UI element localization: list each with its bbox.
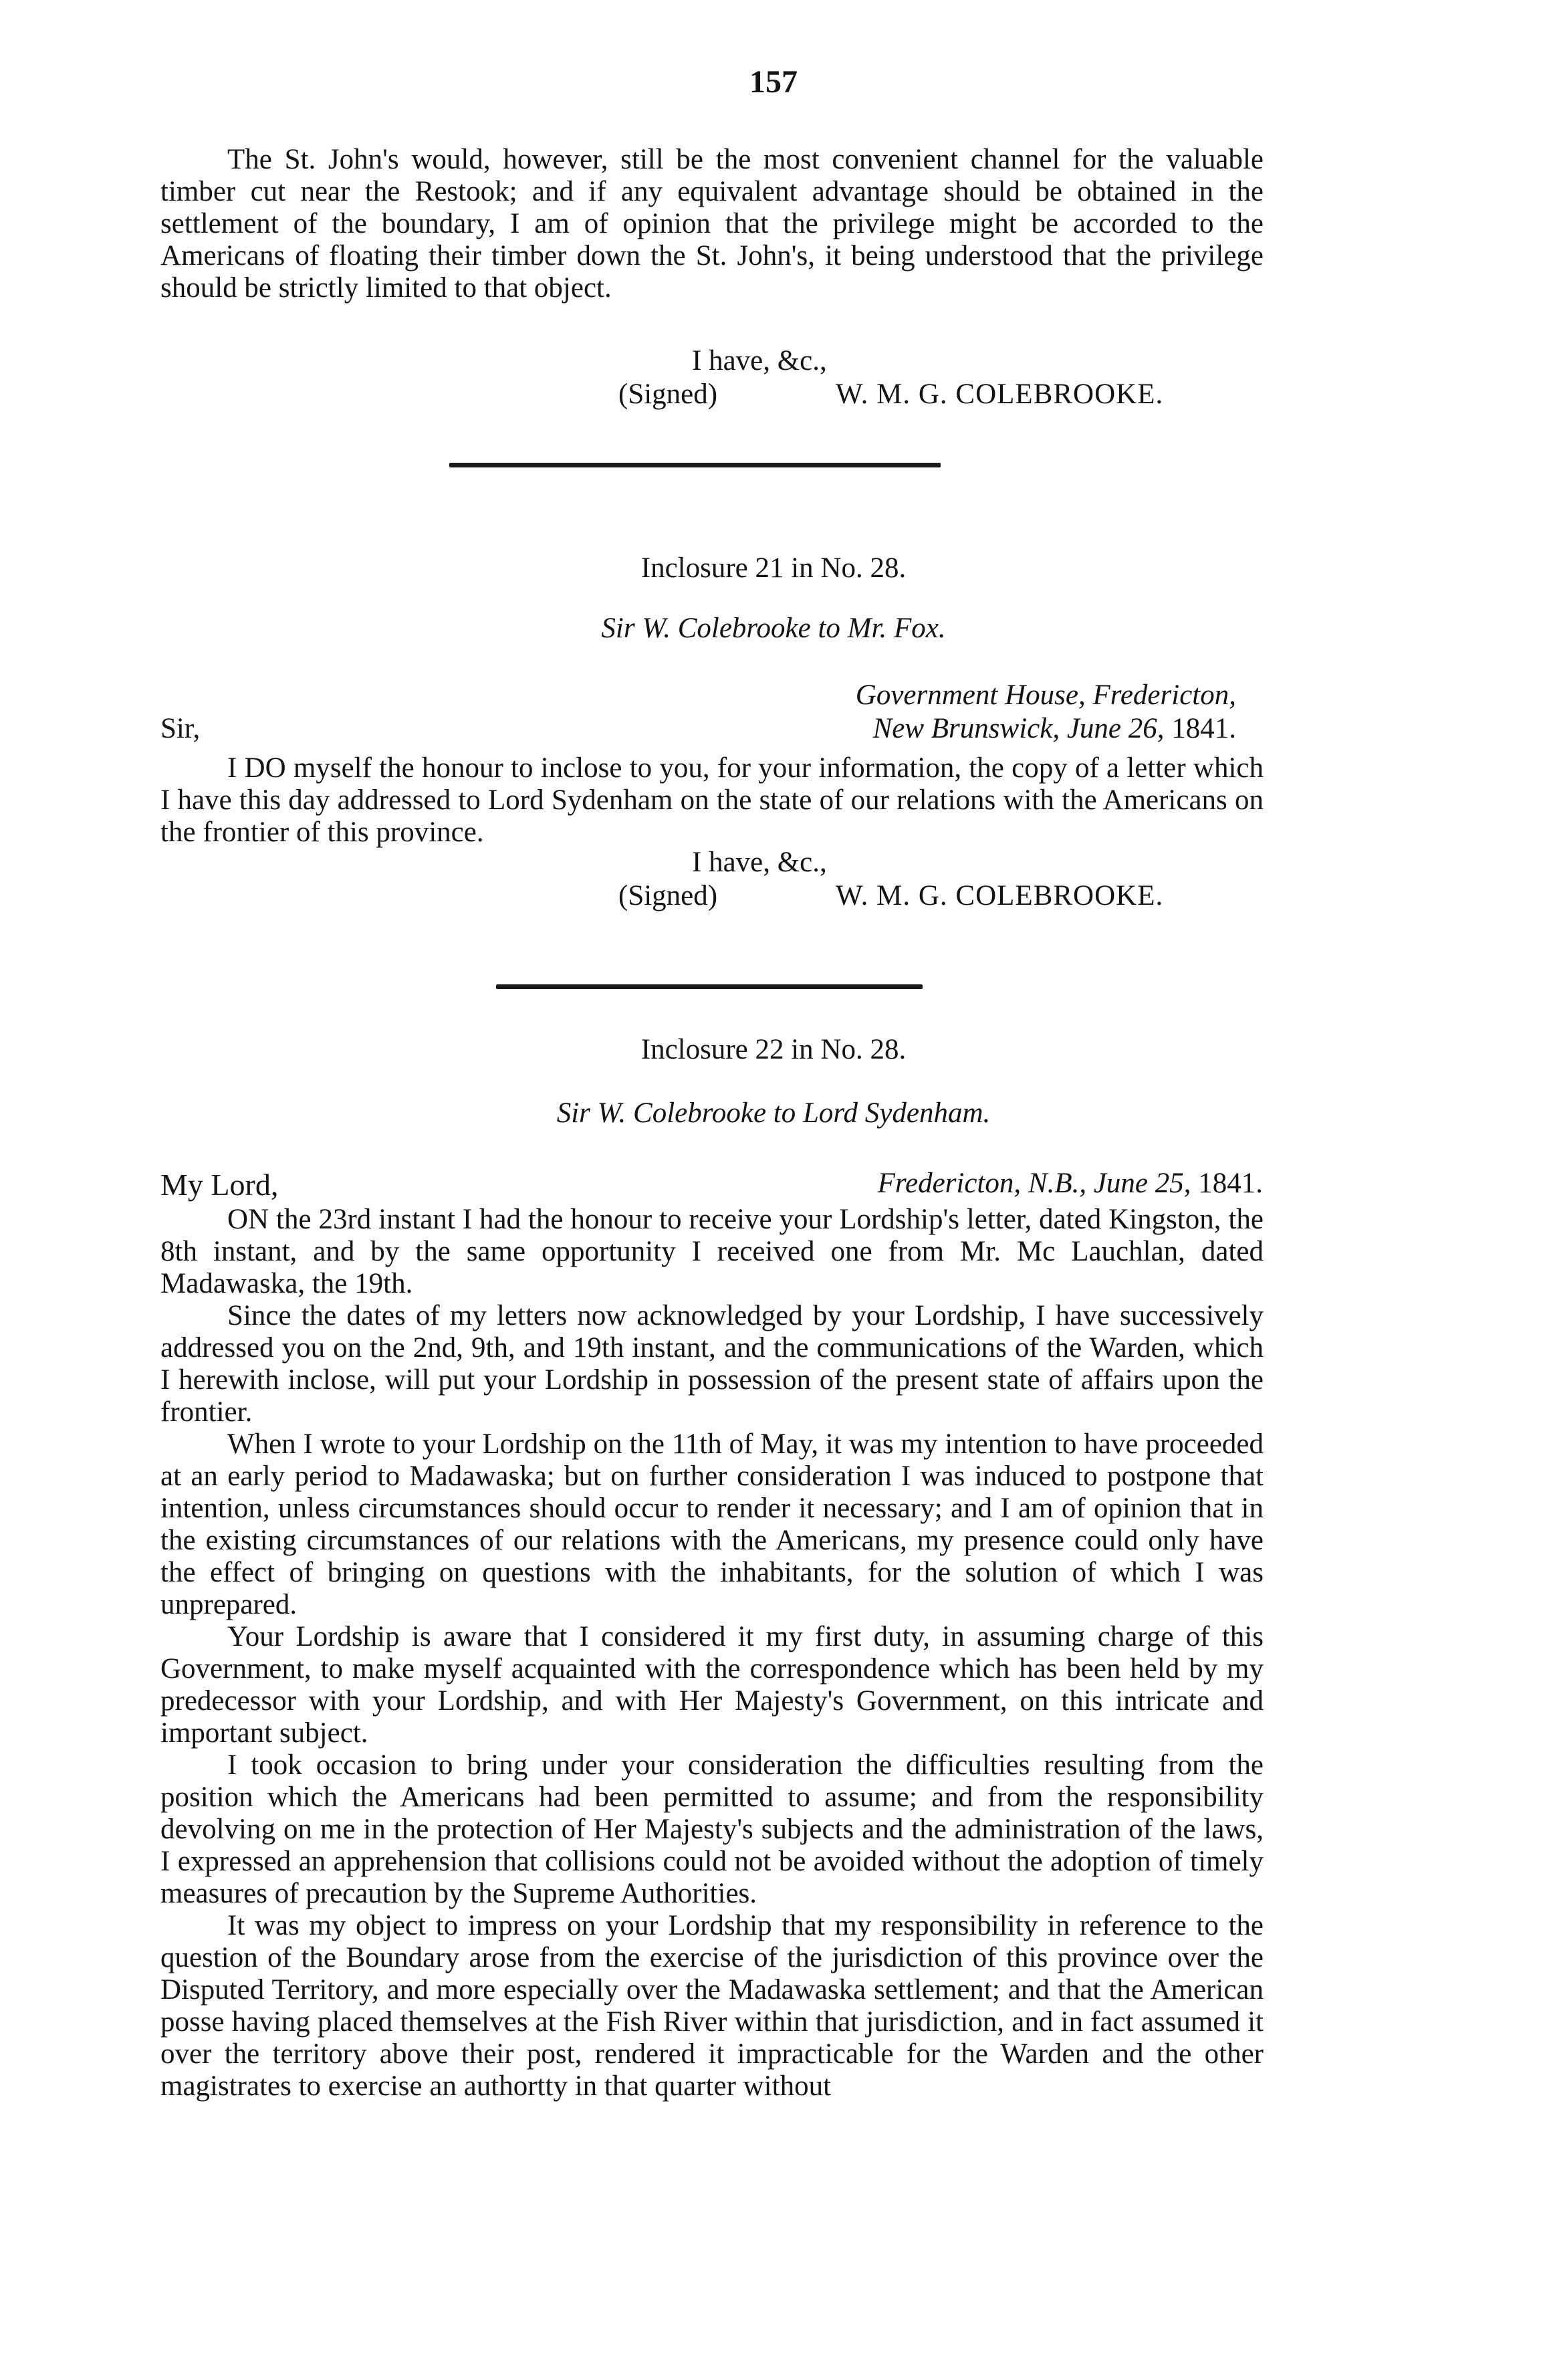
- inclosure22-date-italic: Fredericton, N.B., June 25,: [877, 1168, 1191, 1199]
- section1-signer: W. M. G. COLEBROOKE.: [836, 378, 1164, 410]
- inclosure21-place-line2-year: 1841.: [1171, 713, 1236, 744]
- inclosure22-paragraph-1: ON the 23rd instant I had the honour to receive your Lordship's letter, dated Kingston, the 8th instant, and by the same opportunity I received one from Mr. Mc Lauchlan, dated Madawaska, the 19th.: [160, 1204, 1264, 1299]
- continuation-paragraph: The St. John's would, however, still be the most convenient channel for the valuable timber cut near the Restook; and if any equivalent advantage should be obtained in the settlement of the boundary, I am of opinion that the privilege might be accorded to the Americans of floating their timber down the St. John's, it being understood that the privilege should be strictly limited to that object.: [160, 144, 1264, 304]
- inclosure21-place-line2: [873, 712, 1236, 745]
- inclosure22-subheading: Sir W. Colebrooke to Lord Sydenham.: [556, 1097, 991, 1129]
- inclosure21-subheading: Sir W. Colebrooke to Mr. Fox.: [601, 613, 946, 644]
- inclosure22-paragraph-4: Your Lordship is aware that I considered it my first duty, in assuming charge of this Government, to make myself acquainted with the correspondence which has been held by my predecessor with your Lordship, and with Her Majesty's Government, on this intricate and important subject.: [160, 1621, 1264, 1749]
- inclosure22-body: [160, 1204, 1264, 2102]
- inclosure22-dateline: [878, 1167, 1263, 1200]
- inclosure22-paragraph-3: When I wrote to your Lordship on the 11th of May, it was my intention to have proceeded at an early period to Madawaska; but on further consideration I was induced to postpone that intention, unless circumstances should occur to render it necessary; and I am of opinion that in the existing circumstances of our relations with the Americans, my presence could only have the effect of bringing on questions with the inhabitants, for the solution of which I was unprepared.: [160, 1428, 1264, 1620]
- inclosure21-closing: I have, &c.,: [692, 847, 827, 878]
- section1-signed-label: (Signed): [618, 378, 718, 410]
- inclosure21-salutation: Sir,: [160, 713, 201, 744]
- inclosure21-body: [160, 752, 1264, 849]
- section-divider-1: [449, 463, 941, 467]
- inclosure21-heading: Inclosure 21 in No. 28.: [640, 552, 907, 584]
- section-divider-2: [496, 984, 923, 989]
- inclosure22-heading: Inclosure 22 in No. 28.: [640, 1034, 907, 1065]
- section1-closing: I have, &c.,: [692, 345, 827, 376]
- inclosure22-date-year: 1841.: [1198, 1168, 1263, 1199]
- inclosure21-paragraph: I DO myself the honour to inclose to you, for your information, the copy of a letter which I have this day addressed to Lord Sydenham on the state of our relations with the Americans on the frontier of this province.: [160, 752, 1264, 848]
- inclosure21-place-line1: Government House, Fredericton,: [855, 679, 1236, 711]
- inclosure21-signed-label: (Signed): [618, 880, 718, 911]
- inclosure22-salutation: My Lord,: [160, 1168, 279, 1202]
- inclosure21-signer: W. M. G. COLEBROOKE.: [836, 880, 1164, 911]
- page-number: 157: [749, 64, 798, 100]
- continuation-paragraph-block: [160, 144, 1264, 304]
- inclosure22-paragraph-6: It was my object to impress on your Lordship that my responsibility in reference to the question of the Boundary arose from the exercise of the jurisdiction of this province over the Disputed Territory, and more especially over the Madawaska settlement; and that the American posse having placed themselves at the Fish River within that jurisdiction, and in fact assumed it over the territory above their post, rendered it impracticable for the Warden and the other magistrates to exercise an authortty in that quarter without: [160, 1910, 1264, 2102]
- inclosure21-place-line2-italic: New Brunswick, June 26,: [872, 713, 1165, 744]
- inclosure22-paragraph-5: I took occasion to bring under your consideration the difficulties resulting from the position which the Americans had been permitted to assume; and from the responsibility devolving on me in the protection of Her Majesty's subjects and the administration of the laws, I expressed an apprehension that collisions could not be avoided without the adoption of timely measures of precaution by the Supreme Authorities.: [160, 1749, 1264, 1909]
- inclosure22-paragraph-2: Since the dates of my letters now acknowledged by your Lordship, I have successively addressed you on the 2nd, 9th, and 19th instant, and the communications of the Warden, which I herewith inclose, will put your Lordship in possession of the present state of affairs upon the frontier.: [160, 1300, 1264, 1428]
